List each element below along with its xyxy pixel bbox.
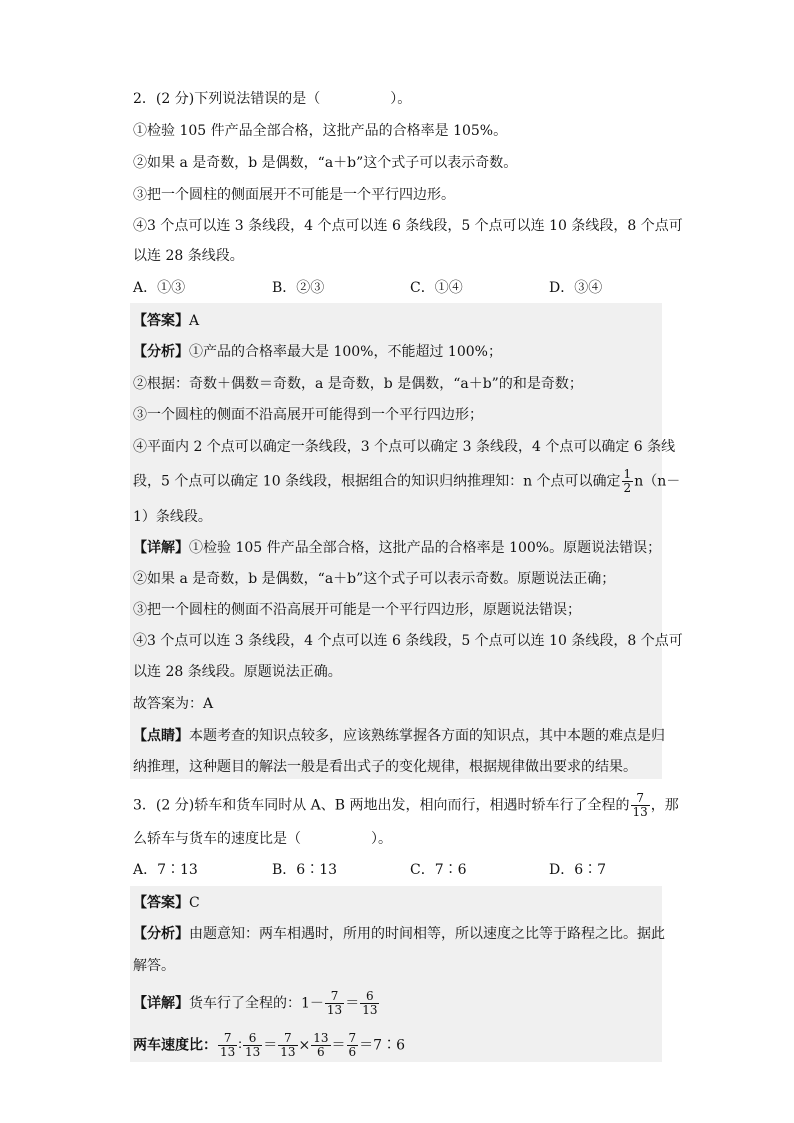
fraction xyxy=(311,1032,330,1059)
fraction-denominator: 13 xyxy=(280,1045,296,1059)
equals-sign: ＝ xyxy=(345,995,360,1012)
detail-2-label: 两车速度比： xyxy=(133,1037,217,1054)
q3-analysis-1 xyxy=(133,924,665,944)
q2-analysis-4c: 1）条线段。 xyxy=(133,509,212,525)
q3-option-c[interactable]: C．7∶6 xyxy=(410,862,467,878)
q2-statement-1: ①检验 105 件产品全部合格，这批产品的合格率是 105%。 xyxy=(133,123,508,139)
analysis-label: 【分析】 xyxy=(133,344,189,360)
fraction-numerator: 7 xyxy=(223,1031,232,1045)
detail-text: 货车行了全程的：1－ xyxy=(189,995,324,1012)
q2-option-c[interactable]: C．①④ xyxy=(410,280,463,296)
q3-analysis-2: 解答。 xyxy=(133,958,175,974)
answer-label: 【答案】 xyxy=(133,313,189,329)
fraction-numerator: 13 xyxy=(313,1031,329,1045)
fraction xyxy=(622,468,634,495)
q2-detail-4a: ④3 个点可以连 3 条线段，4 个点可以连 6 条线段，5 个点可以连 10 条线段，8 个点可 xyxy=(133,633,683,649)
q2-option-d[interactable]: D．③④ xyxy=(549,280,603,296)
fraction xyxy=(631,792,650,819)
q2-stem-text: 2．(2 分)下列说法错误的是（ xyxy=(133,91,321,107)
q2-detail-1 xyxy=(133,538,661,558)
fraction-numerator: 6 xyxy=(248,1031,257,1045)
equals-sign: ＝ xyxy=(331,1037,346,1054)
fraction-denominator: 13 xyxy=(220,1045,236,1059)
fraction xyxy=(325,990,344,1017)
detail-label: 【详解】 xyxy=(133,995,189,1012)
analysis-4b-tail: n（n－ xyxy=(634,473,681,490)
q2-analysis-3: ③一个圆柱的侧面不沿高展开可能得到一个平行四边形； xyxy=(133,407,483,423)
q2-comment-2: 纳推理，这种题目的解法一般是看出式子的变化规律，根据规律做出要求的结果。 xyxy=(133,759,637,775)
fraction-denominator: 6 xyxy=(311,1045,330,1059)
q2-statement-4a: ④3 个点可以连 3 条线段，4 个点可以连 6 条线段，5 个点可以连 10 条线段，8 个点可 xyxy=(133,218,683,234)
times-sign: × xyxy=(298,1037,311,1054)
fraction-denominator: 13 xyxy=(244,1045,261,1059)
fraction-numerator: 7 xyxy=(330,989,339,1003)
analysis-label: 【分析】 xyxy=(133,926,189,942)
analysis-text: ①产品的合格率最大是 100%，不能超过 100%； xyxy=(189,344,502,360)
q2-stem xyxy=(133,89,411,109)
q3-detail-1 xyxy=(133,990,380,1017)
detail-label: 【详解】 xyxy=(133,540,189,556)
q2-analysis-4b xyxy=(133,468,680,495)
q3-detail-2 xyxy=(133,1032,405,1059)
answer-value: A xyxy=(189,313,200,329)
q2-option-a[interactable]: A．①③ xyxy=(133,280,186,296)
q2-statement-4b: 以连 28 条线段。 xyxy=(133,248,244,264)
fraction xyxy=(278,1032,297,1059)
fraction xyxy=(218,1032,237,1059)
q3-stem-text: 3．(2 分)轿车和货车同时从 A、B 两地出发，相向而行，相遇时轿车行了全程的 xyxy=(133,797,630,814)
q3-stem-2-end: ）。 xyxy=(371,831,392,847)
analysis-4b-text: 段，5 个点可以确定 10 条线段，根据组合的知识归纳推理知：n 个点可以确定 xyxy=(133,473,621,490)
fraction xyxy=(347,1032,359,1059)
q2-option-b[interactable]: B．②③ xyxy=(272,280,325,296)
q3-option-b[interactable]: B．6∶13 xyxy=(272,862,338,878)
fraction-numerator: 7 xyxy=(348,1031,357,1045)
fraction-denominator: 13 xyxy=(362,1003,378,1017)
fraction-numerator: 7 xyxy=(284,1031,292,1045)
fraction-numerator: 7 xyxy=(636,791,644,805)
fraction-denominator: 13 xyxy=(326,1003,343,1017)
fraction xyxy=(360,990,379,1017)
comment-label: 【点睛】 xyxy=(133,728,189,744)
ratio-colon: ∶ xyxy=(238,1037,242,1054)
fraction-denominator: 13 xyxy=(632,805,648,819)
answer-value: C xyxy=(189,895,200,911)
ratio-result: ＝7∶6 xyxy=(359,1037,405,1054)
q2-comment-1 xyxy=(133,726,665,746)
q2-statement-3: ③把一个圆柱的侧面展开不可能是一个平行四边形。 xyxy=(133,187,455,203)
q2-answer xyxy=(133,311,199,331)
q2-stem-end: ）。 xyxy=(390,91,412,107)
q3-answer xyxy=(133,893,200,913)
fraction-numerator: 1 xyxy=(623,467,632,481)
analysis-text: 由题意知：两车相遇时，所用的时间相等，所以速度之比等于路程之比。据此 xyxy=(189,926,665,942)
q2-analysis-1 xyxy=(133,342,502,362)
q3-option-d[interactable]: D．6∶7 xyxy=(549,862,607,878)
comment-text: 本题考查的知识点较多，应该熟练掌握各方面的知识点，其中本题的难点是归 xyxy=(189,728,665,744)
fraction-numerator: 6 xyxy=(366,989,374,1003)
q2-conclusion: 故答案为：A xyxy=(133,696,214,712)
q3-stem-tail: ，那 xyxy=(650,797,679,814)
q3-stem-2-text: 么轿车与货车的速度比是（ xyxy=(133,831,301,847)
equals-sign: ＝ xyxy=(263,1037,278,1054)
q2-analysis-4a: ④平面内 2 个点可以确定一条线段，3 个点可以确定 3 条线段，4 个点可以确定 6 条线 xyxy=(133,439,676,455)
q2-analysis-2: ②根据：奇数＋偶数＝奇数，a 是奇数，b 是偶数，“a＋b”的和是奇数； xyxy=(133,376,583,392)
q2-statement-2: ②如果 a 是奇数，b 是偶数，“a＋b”这个式子可以表示奇数。 xyxy=(133,155,518,171)
answer-label: 【答案】 xyxy=(133,895,189,911)
q2-detail-2: ②如果 a 是奇数，b 是偶数，“a＋b”这个式子可以表示奇数。原题说法正确； xyxy=(133,571,616,587)
detail-text: ①检验 105 件产品全部合格，这批产品的合格率是 100%。原题说法错误； xyxy=(189,540,662,556)
q3-option-a[interactable]: A．7∶13 xyxy=(133,862,198,878)
fraction-denominator: 2 xyxy=(623,481,632,495)
q3-stem-2 xyxy=(133,829,392,849)
q2-detail-3: ③把一个圆柱的侧面不沿高展开可能是一个平行四边形，原题说法错误； xyxy=(133,602,581,618)
q2-detail-4b: 以连 28 条线段。原题说法正确。 xyxy=(133,664,342,680)
fraction xyxy=(243,1032,262,1059)
fraction-denominator: 6 xyxy=(348,1045,357,1059)
q3-stem-1 xyxy=(133,792,679,819)
